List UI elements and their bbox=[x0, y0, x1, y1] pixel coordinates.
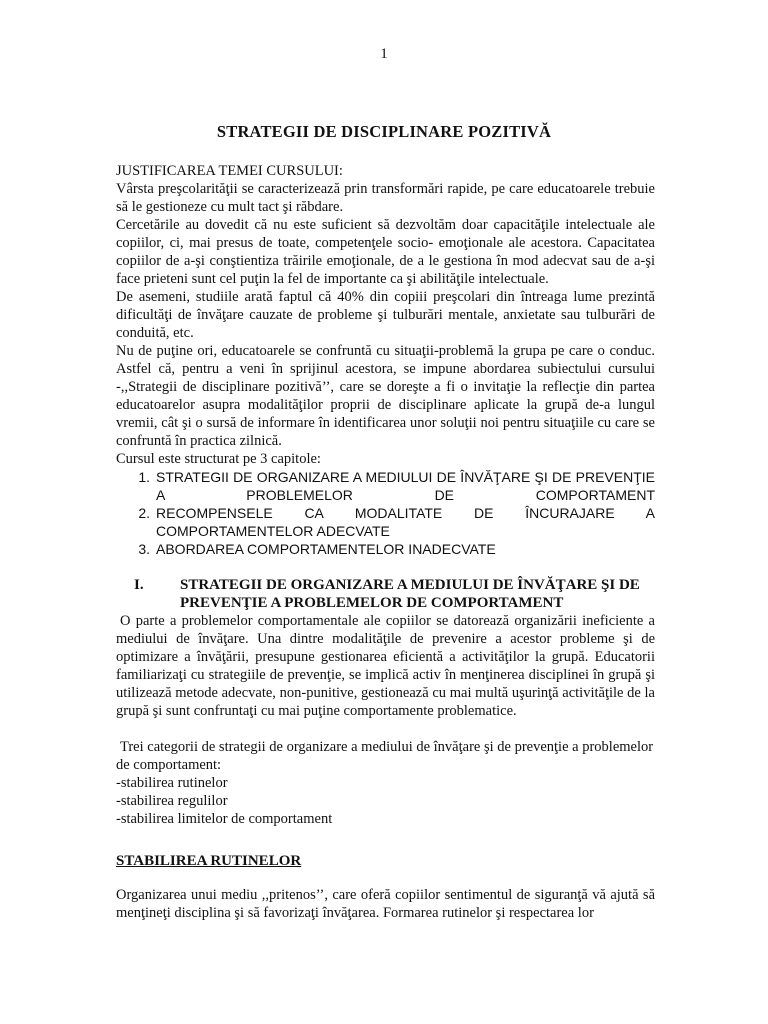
document-body bbox=[116, 162, 655, 922]
chapter-title: RECOMPENSELE CA MODALITATE DE ÎNCURAJARE A COMPORTAMENTELOR ADECVATE bbox=[156, 505, 655, 539]
section-title: STRATEGII DE ORGANIZARE A MEDIULUI DE ÎNVĂŢARE ŞI DE PREVENŢIE A PROBLEMELOR DE COMPORTAMENT bbox=[180, 577, 640, 611]
chapter-item bbox=[116, 504, 655, 540]
document-title: STRATEGII DE DISCIPLINARE POZITIVĂ bbox=[216, 122, 552, 141]
category-item: -stabilirea limitelor de comportament bbox=[116, 811, 333, 827]
paragraph-1: Vârsta preşcolarităţii se caracterizează prin transformări rapide, pe care educatoarele trebuie să le gestioneze cu mult tact şi răbdare. bbox=[116, 181, 655, 215]
section-heading bbox=[116, 576, 655, 612]
chapter-title: STRATEGII DE ORGANIZARE A MEDIULUI DE ÎNVĂŢARE ŞI DE PREVENŢIE A PROBLEMELOR DE COMPORTAMENT bbox=[156, 469, 655, 503]
categories-intro: Trei categorii de strategii de organizare a mediului de învăţare şi de prevenţie a problemelor de comportament: bbox=[116, 739, 654, 773]
category-item: -stabilirea regulilor bbox=[116, 793, 228, 809]
subsection-paragraph: Organizarea unui mediu ,,pritenos’’, care oferă copiilor sentimentul de siguranţă vă ajută să menţineţi disciplina şi să favorizaţi învăţarea. Formarea rutinelor şi respectarea lor bbox=[116, 887, 655, 921]
chapter-number: 3. bbox=[138, 541, 150, 557]
paragraph-2: Cercetările au dovedit că nu este suficient să dezvoltăm doar capacităţile intelectuale ale copiilor, ci, mai presus de toate, competenţele socio- emoţionale ale acestora. Capacitatea copiilor de a-şi conştientiza trăirile emoţionale, de a le gestiona în mod adecvat sau de a-şi face prieteni sunt cel puţin la fel de importante ca şi abilităţile intelectuale. bbox=[116, 217, 655, 287]
chapter-item bbox=[116, 540, 655, 558]
structure-intro: Cursul este structurat pe 3 capitole: bbox=[116, 451, 321, 467]
category-item: -stabilirea rutinelor bbox=[116, 775, 228, 791]
paragraph-3: De asemeni, studiile arată faptul că 40% din copiii preşcolari din întreaga lume prezintă dificultăţi de învăţare cauzate de probleme şi tulburări mentale, anxietate sau tulburări de conduită, etc. bbox=[116, 289, 655, 341]
chapter-item bbox=[116, 468, 655, 504]
paragraph-4: Nu de puţine ori, educatoarele se confruntă cu situaţii-problemă la grupa pe care o conduc. Astfel că, pentru a veni în sprijinul acestora, se impune abordarea subiectului cursului -,,Strategii de disciplinare pozitivă’’, care se doreşte a fi o invitaţie la reflecţie din partea educatoarelor asupra modalităţilor proprii de disciplinare aplicate la grupă de-a lungul vremii, cât şi o sursă de informare în identificarea unor soluţii noi pentru situaţiile cu care se confruntă în practica zilnică. bbox=[116, 343, 655, 449]
chapter-number: 2. bbox=[138, 505, 150, 521]
section-paragraph: O parte a problemelor comportamentale ale copiilor se datorează organizării ineficiente a mediului de învăţare. Una dintre modalităţile de prevenire a acestor probleme şi de optimizare a învăţării, presupune gestionarea eficientă a activităţilor la grupă. Educatorii familiarizaţi cu strategiile de prevenţie, se implică activ în menţinerea disciplinei în grupă şi utilizează metode adecvate, non-punitive, gestionează cu mai multă uşurinţă activităţile de la grupă şi sunt confruntaţi cu mai puţine comportamente problematice. bbox=[116, 613, 655, 719]
justification-heading: JUSTIFICAREA TEMEI CURSULUI: bbox=[116, 163, 343, 179]
chapter-number: 1. bbox=[138, 469, 150, 485]
chapter-title: ABORDAREA COMPORTAMENTELOR INADECVATE bbox=[156, 541, 496, 557]
page-number: 1 bbox=[380, 46, 388, 62]
section-numeral: I. bbox=[134, 577, 144, 593]
subsection-heading: STABILIREA RUTINELOR bbox=[116, 853, 302, 869]
chapter-list bbox=[116, 468, 655, 558]
